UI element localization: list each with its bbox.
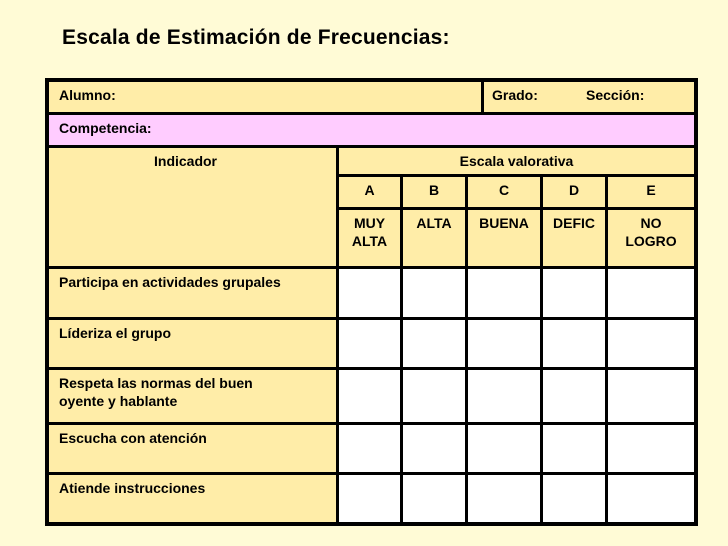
col-a-desc-line2: ALTA — [351, 233, 388, 249]
grado-seccion-field[interactable] — [484, 82, 694, 112]
col-e-desc — [608, 210, 694, 266]
indicator-row-2-text: Líderiza el grupo — [59, 325, 172, 341]
score-cell-3-e[interactable] — [608, 370, 694, 422]
score-cell-4-a[interactable] — [339, 425, 400, 472]
score-cell-3-a[interactable] — [339, 370, 400, 422]
alumno-field[interactable] — [49, 82, 481, 112]
seccion-label: Sección: — [586, 87, 645, 103]
col-a-desc — [339, 210, 400, 266]
score-cell-1-b[interactable] — [403, 269, 465, 317]
estimation-scale-table — [45, 78, 698, 526]
indicator-row-4 — [49, 425, 336, 472]
score-cell-3-c[interactable] — [468, 370, 540, 422]
score-cell-3-b[interactable] — [403, 370, 465, 422]
grado-label: Grado: — [492, 87, 538, 103]
col-c-letter: C — [468, 177, 540, 207]
escala-header: Escala valorativa — [459, 153, 574, 169]
col-d-desc — [543, 210, 605, 266]
competencia-label: Competencia: — [59, 120, 152, 136]
col-d-desc-line1: DEFIC — [553, 215, 595, 231]
col-e-desc-line2: LOGRO — [625, 233, 677, 249]
escala-header-cell — [339, 148, 694, 174]
indicator-row-3-line2: oyente y hablante — [59, 393, 178, 409]
col-e-letter: E — [608, 177, 694, 207]
indicator-row-5-text: Atiende instrucciones — [59, 480, 206, 496]
score-cell-1-a[interactable] — [339, 269, 400, 317]
score-cell-2-d[interactable] — [543, 320, 605, 367]
page-title: Escala de Estimación de Frecuencias: — [62, 26, 450, 49]
score-cell-2-b[interactable] — [403, 320, 465, 367]
score-cell-5-a[interactable] — [339, 475, 400, 522]
score-cell-4-b[interactable] — [403, 425, 465, 472]
score-cell-5-b[interactable] — [403, 475, 465, 522]
col-c-desc-line1: BUENA — [479, 215, 529, 231]
indicator-row-1 — [49, 269, 336, 317]
col-c-desc — [468, 210, 540, 266]
indicator-row-2 — [49, 320, 336, 367]
score-cell-4-d[interactable] — [543, 425, 605, 472]
score-cell-2-c[interactable] — [468, 320, 540, 367]
col-b-desc-line1: ALTA — [416, 215, 452, 231]
alumno-label: Alumno: — [59, 87, 116, 103]
score-cell-4-c[interactable] — [468, 425, 540, 472]
col-e-desc-line1: NO — [640, 215, 662, 231]
score-cell-4-e[interactable] — [608, 425, 694, 472]
indicator-row-4-text: Escucha con atención — [59, 430, 207, 446]
indicator-row-1-text: Participa en actividades grupales — [59, 274, 281, 290]
indicador-header: Indicador — [154, 153, 218, 169]
col-b-letter: B — [403, 177, 465, 207]
score-cell-5-d[interactable] — [543, 475, 605, 522]
score-cell-3-d[interactable] — [543, 370, 605, 422]
score-cell-2-a[interactable] — [339, 320, 400, 367]
score-cell-1-e[interactable] — [608, 269, 694, 317]
indicator-row-3-line1: Respeta las normas del buen — [59, 375, 253, 391]
score-cell-1-d[interactable] — [543, 269, 605, 317]
col-d-letter: D — [543, 177, 605, 207]
col-b-desc — [403, 210, 465, 266]
indicador-header-cell — [49, 148, 336, 266]
score-cell-5-c[interactable] — [468, 475, 540, 522]
competencia-field[interactable] — [49, 115, 694, 145]
col-a-desc-line1: MUY — [353, 215, 386, 231]
score-cell-2-e[interactable] — [608, 320, 694, 367]
indicator-row-5 — [49, 475, 336, 522]
col-a-letter: A — [339, 177, 400, 207]
score-cell-1-c[interactable] — [468, 269, 540, 317]
score-cell-5-e[interactable] — [608, 475, 694, 522]
indicator-row-3 — [49, 370, 336, 422]
